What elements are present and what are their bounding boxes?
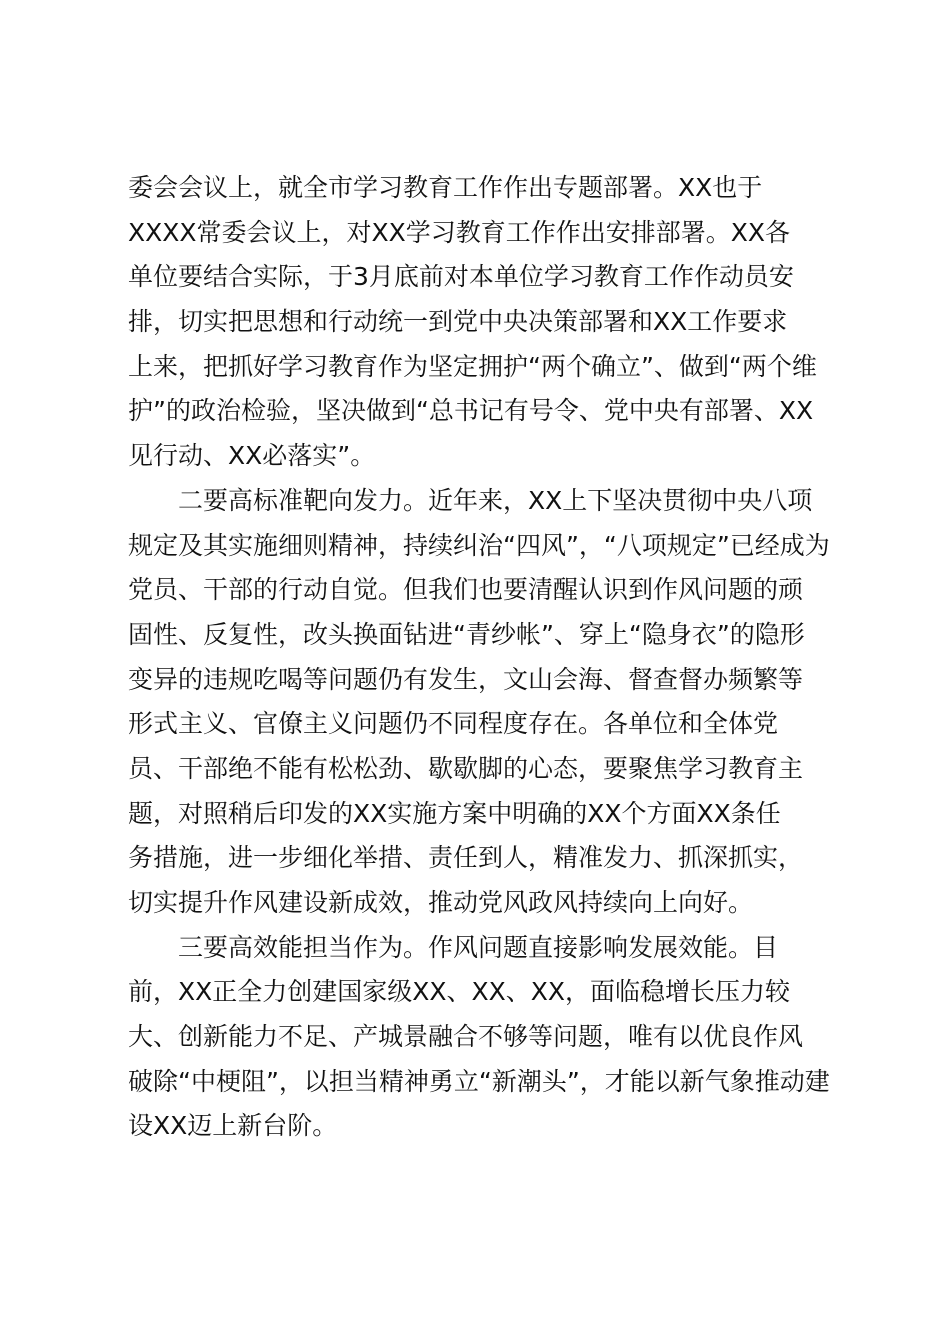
text-line: 上来，把抓好学习教育作为坚定拥护“两个确立”、做到“两个维 (128, 351, 817, 381)
text-line: 委会会议上，就全市学习教育工作作出专题部署。XX也于 (128, 173, 763, 202)
paragraph-2-first-line: 二要高标准靶向发力。近年来，XX上下坚决贯彻中央八项 (128, 485, 813, 515)
text-line: 变异的违规吃喝等问题仍有发生，文山会海、督查督办频繁等 (128, 664, 804, 694)
text-line: 题，对照稍后印发的XX实施方案中明确的XX个方面XX条任 (128, 798, 781, 828)
text-line: 破除“中梗阻”，以担当精神勇立“新潮头”，才能以新气象推动建 (128, 1066, 830, 1096)
text-line: 党员、干部的行动自觉。但我们也要清醒认识到作风问题的顽 (128, 575, 804, 605)
paragraph-3-first-line: 三要高效能担当作为。作风问题直接影响发展效能。目 (128, 932, 779, 962)
text-line: 规定及其实施细则精神，持续纠治“四风”，“八项规定”已经成为 (128, 530, 830, 560)
text-line: 务措施，进一步细化举措、责任到人，精准发力、抓深抓实， (128, 843, 804, 873)
text-line: 固性、反复性，改头换面钻进“青纱帐”、穿上“隐身衣”的隐形 (128, 619, 805, 649)
text-line: 切实提升作风建设新成效，推动党风政风持续向上向好。 (128, 888, 754, 917)
text-line: XXXX常委会议上，对XX学习教育工作作出安排部署。XX各 (128, 217, 791, 247)
body-text (128, 166, 838, 1149)
text-line: 护”的政治检验，坚决做到“总书记有号令、党中央有部署、XX (128, 396, 814, 426)
text-line: 设XX迈上新台阶。 (128, 1111, 338, 1141)
text-line: 见行动、XX必落实”。 (128, 441, 376, 471)
text-line: 大、创新能力不足、产城景融合不够等问题，唯有以优良作风 (128, 1022, 804, 1052)
text-line: 形式主义、官僚主义问题仍不同程度存在。各单位和全体党 (128, 709, 779, 739)
text-line: 排，切实把思想和行动统一到党中央决策部署和XX工作要求 (128, 307, 788, 337)
text-line: 员、干部绝不能有松松劲、歇歇脚的心态，要聚焦学习教育主 (128, 753, 804, 783)
text-line: 前，XX正全力创建国家级XX、XX、XX，面临稳增长压力较 (128, 977, 791, 1007)
text-line: 单位要结合实际，于3月底前对本单位学习教育工作作动员安 (128, 262, 794, 292)
